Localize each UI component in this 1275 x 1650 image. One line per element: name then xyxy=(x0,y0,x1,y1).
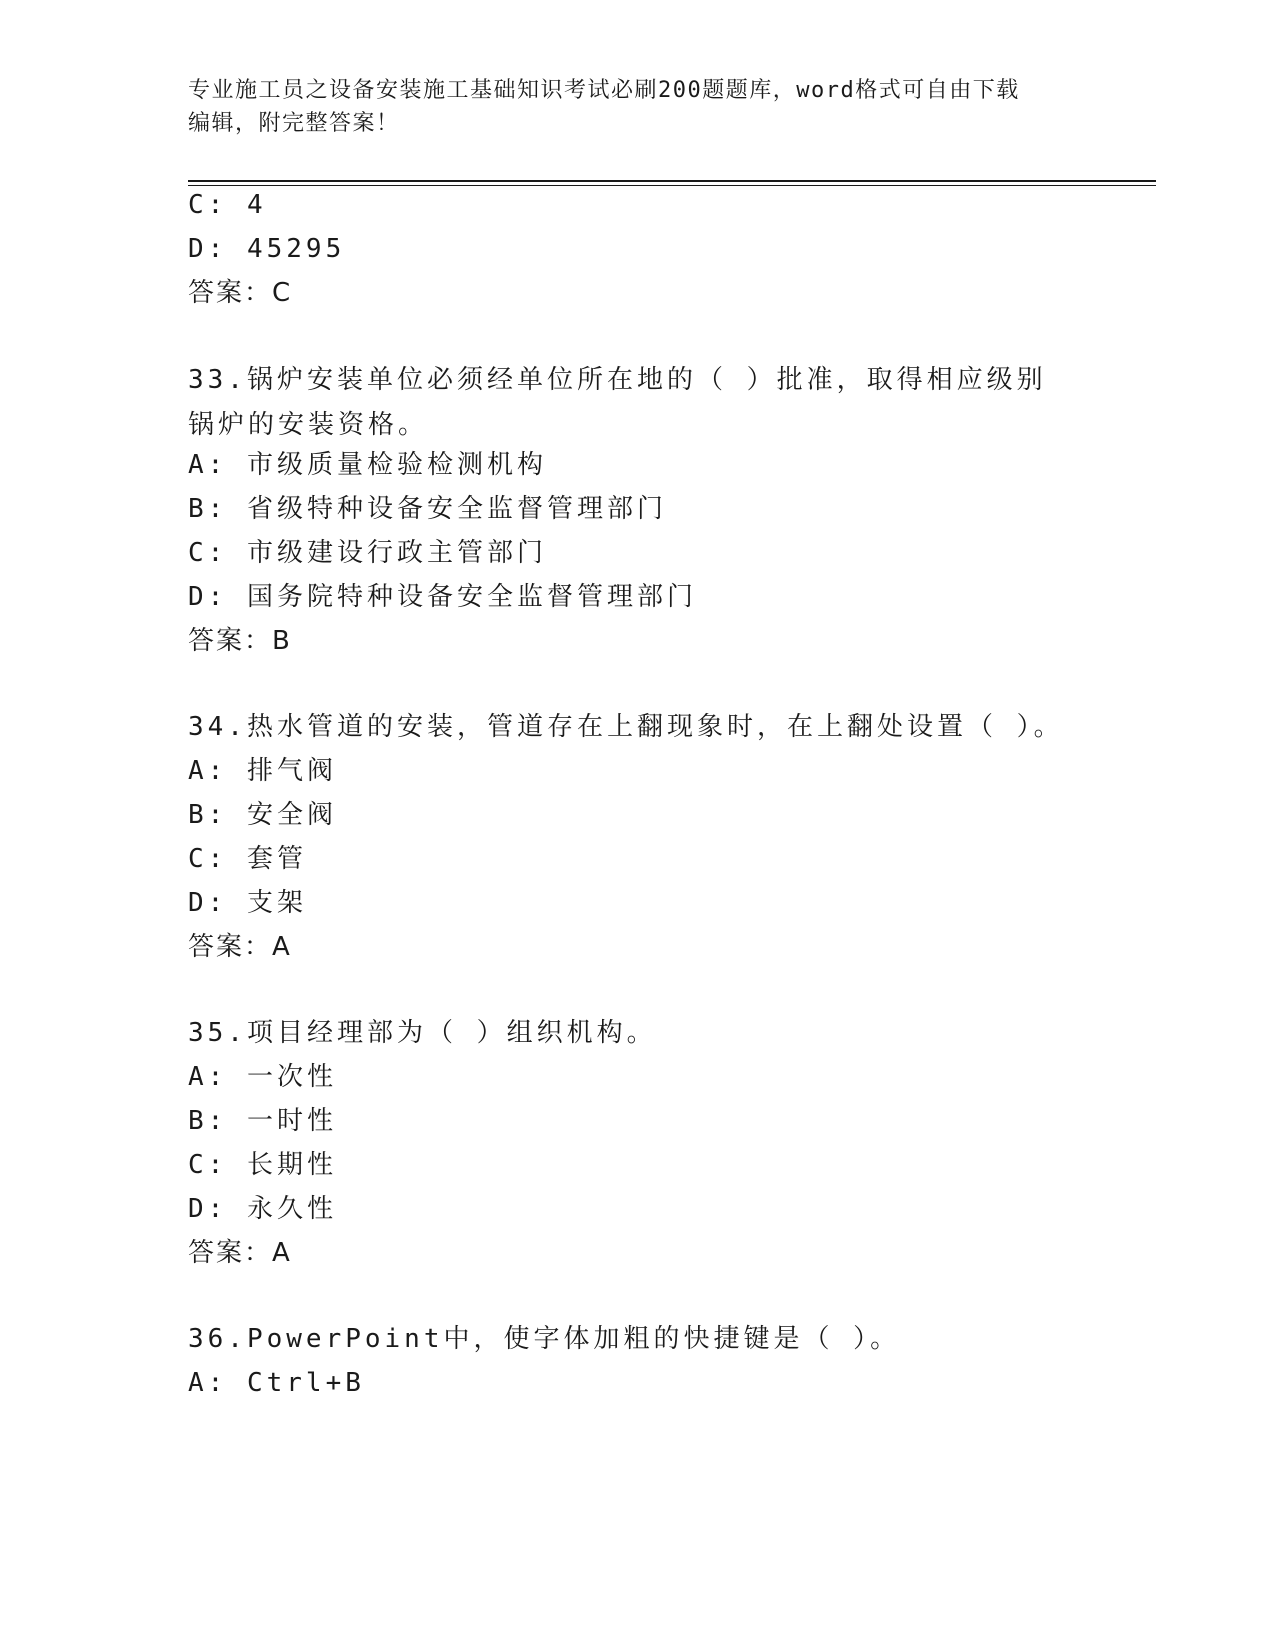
question-text: 35.项目经理部为（ ）组织机构。 xyxy=(188,1018,657,1048)
header-title-line-2: 编辑，附完整答案！ xyxy=(188,111,400,136)
question-text: 36.PowerPoint中，使字体加粗的快捷键是（ ）。 xyxy=(188,1324,901,1354)
option-d: D: 45295 xyxy=(188,234,346,264)
header-rule-thin xyxy=(188,185,1156,186)
answer-label: 答案：A xyxy=(188,1238,292,1268)
option-c: C: 市级建设行政主管部门 xyxy=(188,538,547,568)
answer-label: 答案：A xyxy=(188,932,292,962)
option-c: C: 套管 xyxy=(188,844,307,874)
option-b: B: 一时性 xyxy=(188,1106,337,1136)
option-a: A: 一次性 xyxy=(188,1062,337,1092)
question-text: 33.锅炉安装单位必须经单位所在地的（ ）批准，取得相应级别锅炉的安装资格。 xyxy=(188,365,1047,440)
option-a: A: 排气阀 xyxy=(188,756,337,786)
option-c: C: 4 xyxy=(188,190,267,220)
option-a: A: Ctrl+B xyxy=(188,1368,365,1398)
option-d: D: 国务院特种设备安全监督管理部门 xyxy=(188,582,697,612)
option-b: B: 安全阀 xyxy=(188,800,337,830)
option-c: C: 长期性 xyxy=(188,1150,337,1180)
option-d: D: 支架 xyxy=(188,888,307,918)
document-header xyxy=(188,74,1068,140)
header-title-line-1: 专业施工员之设备安装施工基础知识考试必刷200题题库，word格式可自由下载 xyxy=(188,78,1020,103)
option-a: A: 市级质量检验检测机构 xyxy=(188,450,547,480)
answer-label: 答案：C xyxy=(188,278,293,308)
option-d: D: 永久性 xyxy=(188,1194,337,1224)
question-text: 34.热水管道的安装，管道存在上翻现象时，在上翻处设置（ ）。 xyxy=(188,712,1064,742)
header-rule-thick xyxy=(188,180,1156,182)
answer-label: 答案：B xyxy=(188,626,292,656)
option-b: B: 省级特种设备安全监督管理部门 xyxy=(188,494,667,524)
